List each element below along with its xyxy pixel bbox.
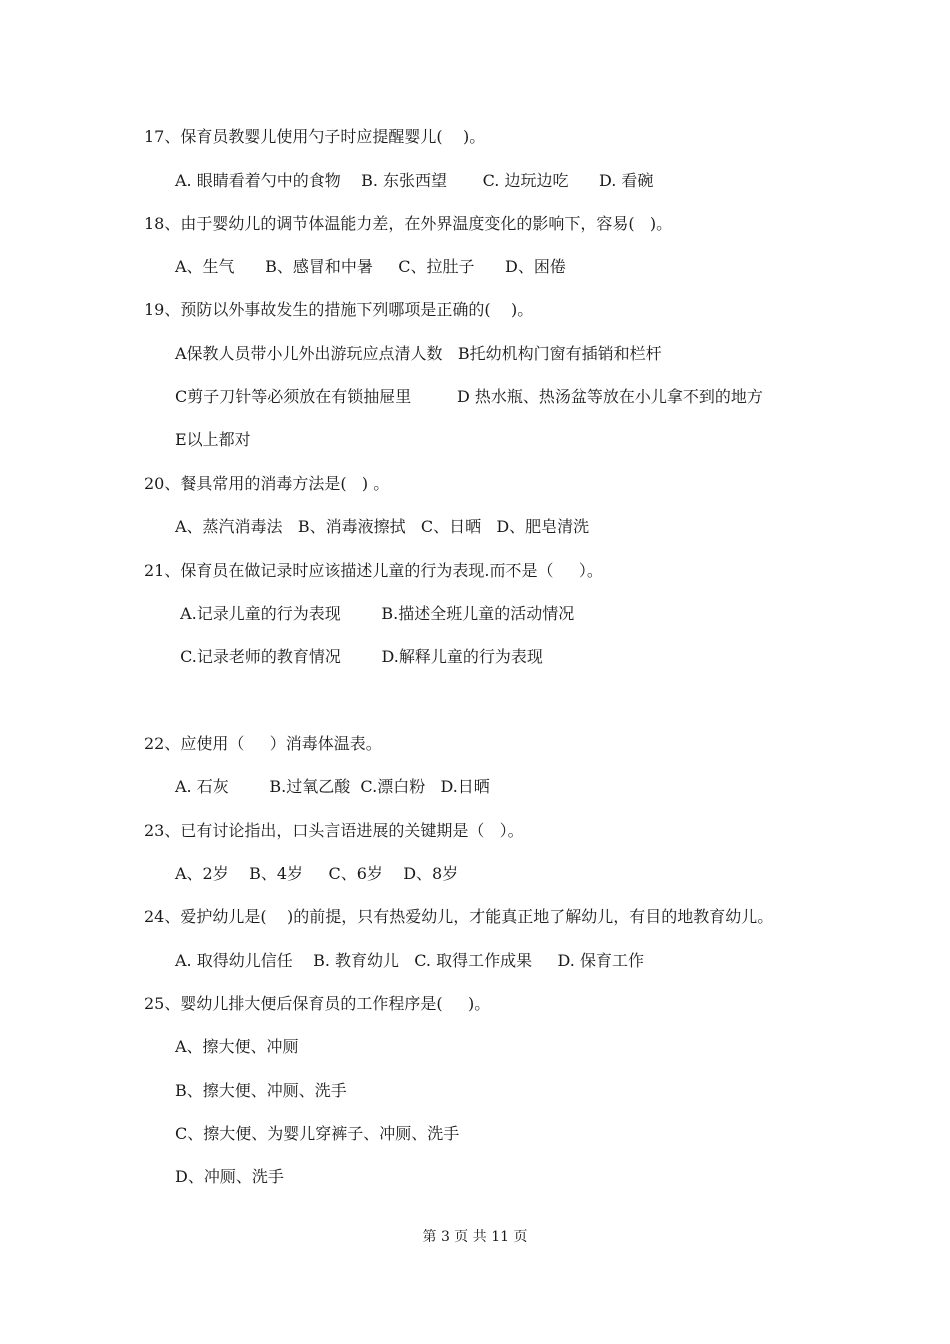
question-21-stem: 21、保育员在做记录时应该描述儿童的行为表现.而不是（ ）。 xyxy=(144,561,603,580)
question-23-stem: 23、已有讨论指出，口头言语进展的关键期是（ ）。 xyxy=(144,821,524,840)
question-20-options: A、蒸汽消毒法 B、消毒液擦拭 C、日晒 D、肥皂清洗 xyxy=(175,517,590,536)
question-19-option-row-3: E以上都对 xyxy=(175,430,251,449)
question-18-options: A、生气 B、感冒和中暑 C、拉肚子 D、困倦 xyxy=(175,257,566,276)
question-22-options: A. 石灰 B.过氧乙酸 C.漂白粉 D.日晒 xyxy=(175,777,490,796)
question-19-option-row-2: C剪子刀针等必须放在有锁抽屉里 D 热水瓶、热汤盆等放在小儿拿不到的地方 xyxy=(175,387,763,406)
question-25-stem: 25、婴幼儿排大便后保育员的工作程序是( )。 xyxy=(144,994,491,1013)
question-22-stem: 22、应使用（ ）消毒体温表。 xyxy=(144,734,382,753)
question-21-option-row-2: C.记录老师的教育情况 D.解释儿童的行为表现 xyxy=(175,647,543,666)
question-19-stem: 19、预防以外事故发生的措施下列哪项是正确的( )。 xyxy=(144,300,534,319)
question-25-option-d: D、冲厕、洗手 xyxy=(175,1167,284,1186)
question-25-option-b: B、擦大便、冲厕、洗手 xyxy=(175,1081,347,1100)
question-17-stem: 17、保育员教婴儿使用勺子时应提醒婴儿( )。 xyxy=(144,127,486,146)
question-19-option-row-1: A保教人员带小儿外出游玩应点清人数 B托幼机构门窗有插销和栏杆 xyxy=(175,344,662,363)
question-24-options: A. 取得幼儿信任 B. 教育幼儿 C. 取得工作成果 D. 保育工作 xyxy=(175,951,644,970)
question-18-stem: 18、由于婴幼儿的调节体温能力差，在外界温度变化的影响下，容易( )。 xyxy=(144,214,673,233)
question-17-options: A. 眼睛看着勺中的食物 B. 东张西望 C. 边玩边吃 D. 看碗 xyxy=(175,171,654,190)
question-25-option-a: A、擦大便、冲厕 xyxy=(175,1037,299,1056)
question-25-option-c: C、擦大便、为婴儿穿裤子、冲厕、洗手 xyxy=(175,1124,460,1143)
question-20-stem: 20、餐具常用的消毒方法是( ) 。 xyxy=(144,474,390,493)
question-24-stem: 24、爱护幼儿是( )的前提，只有热爱幼儿，才能真正地了解幼儿，有目的地教育幼儿。 xyxy=(144,907,774,926)
page-footer: 第 3 页 共 11 页 xyxy=(422,1229,528,1245)
question-21-option-row-1: A.记录儿童的行为表现 B.描述全班儿童的活动情况 xyxy=(175,604,575,623)
question-23-options: A、2岁 B、4岁 C、6岁 D、8岁 xyxy=(175,864,459,883)
